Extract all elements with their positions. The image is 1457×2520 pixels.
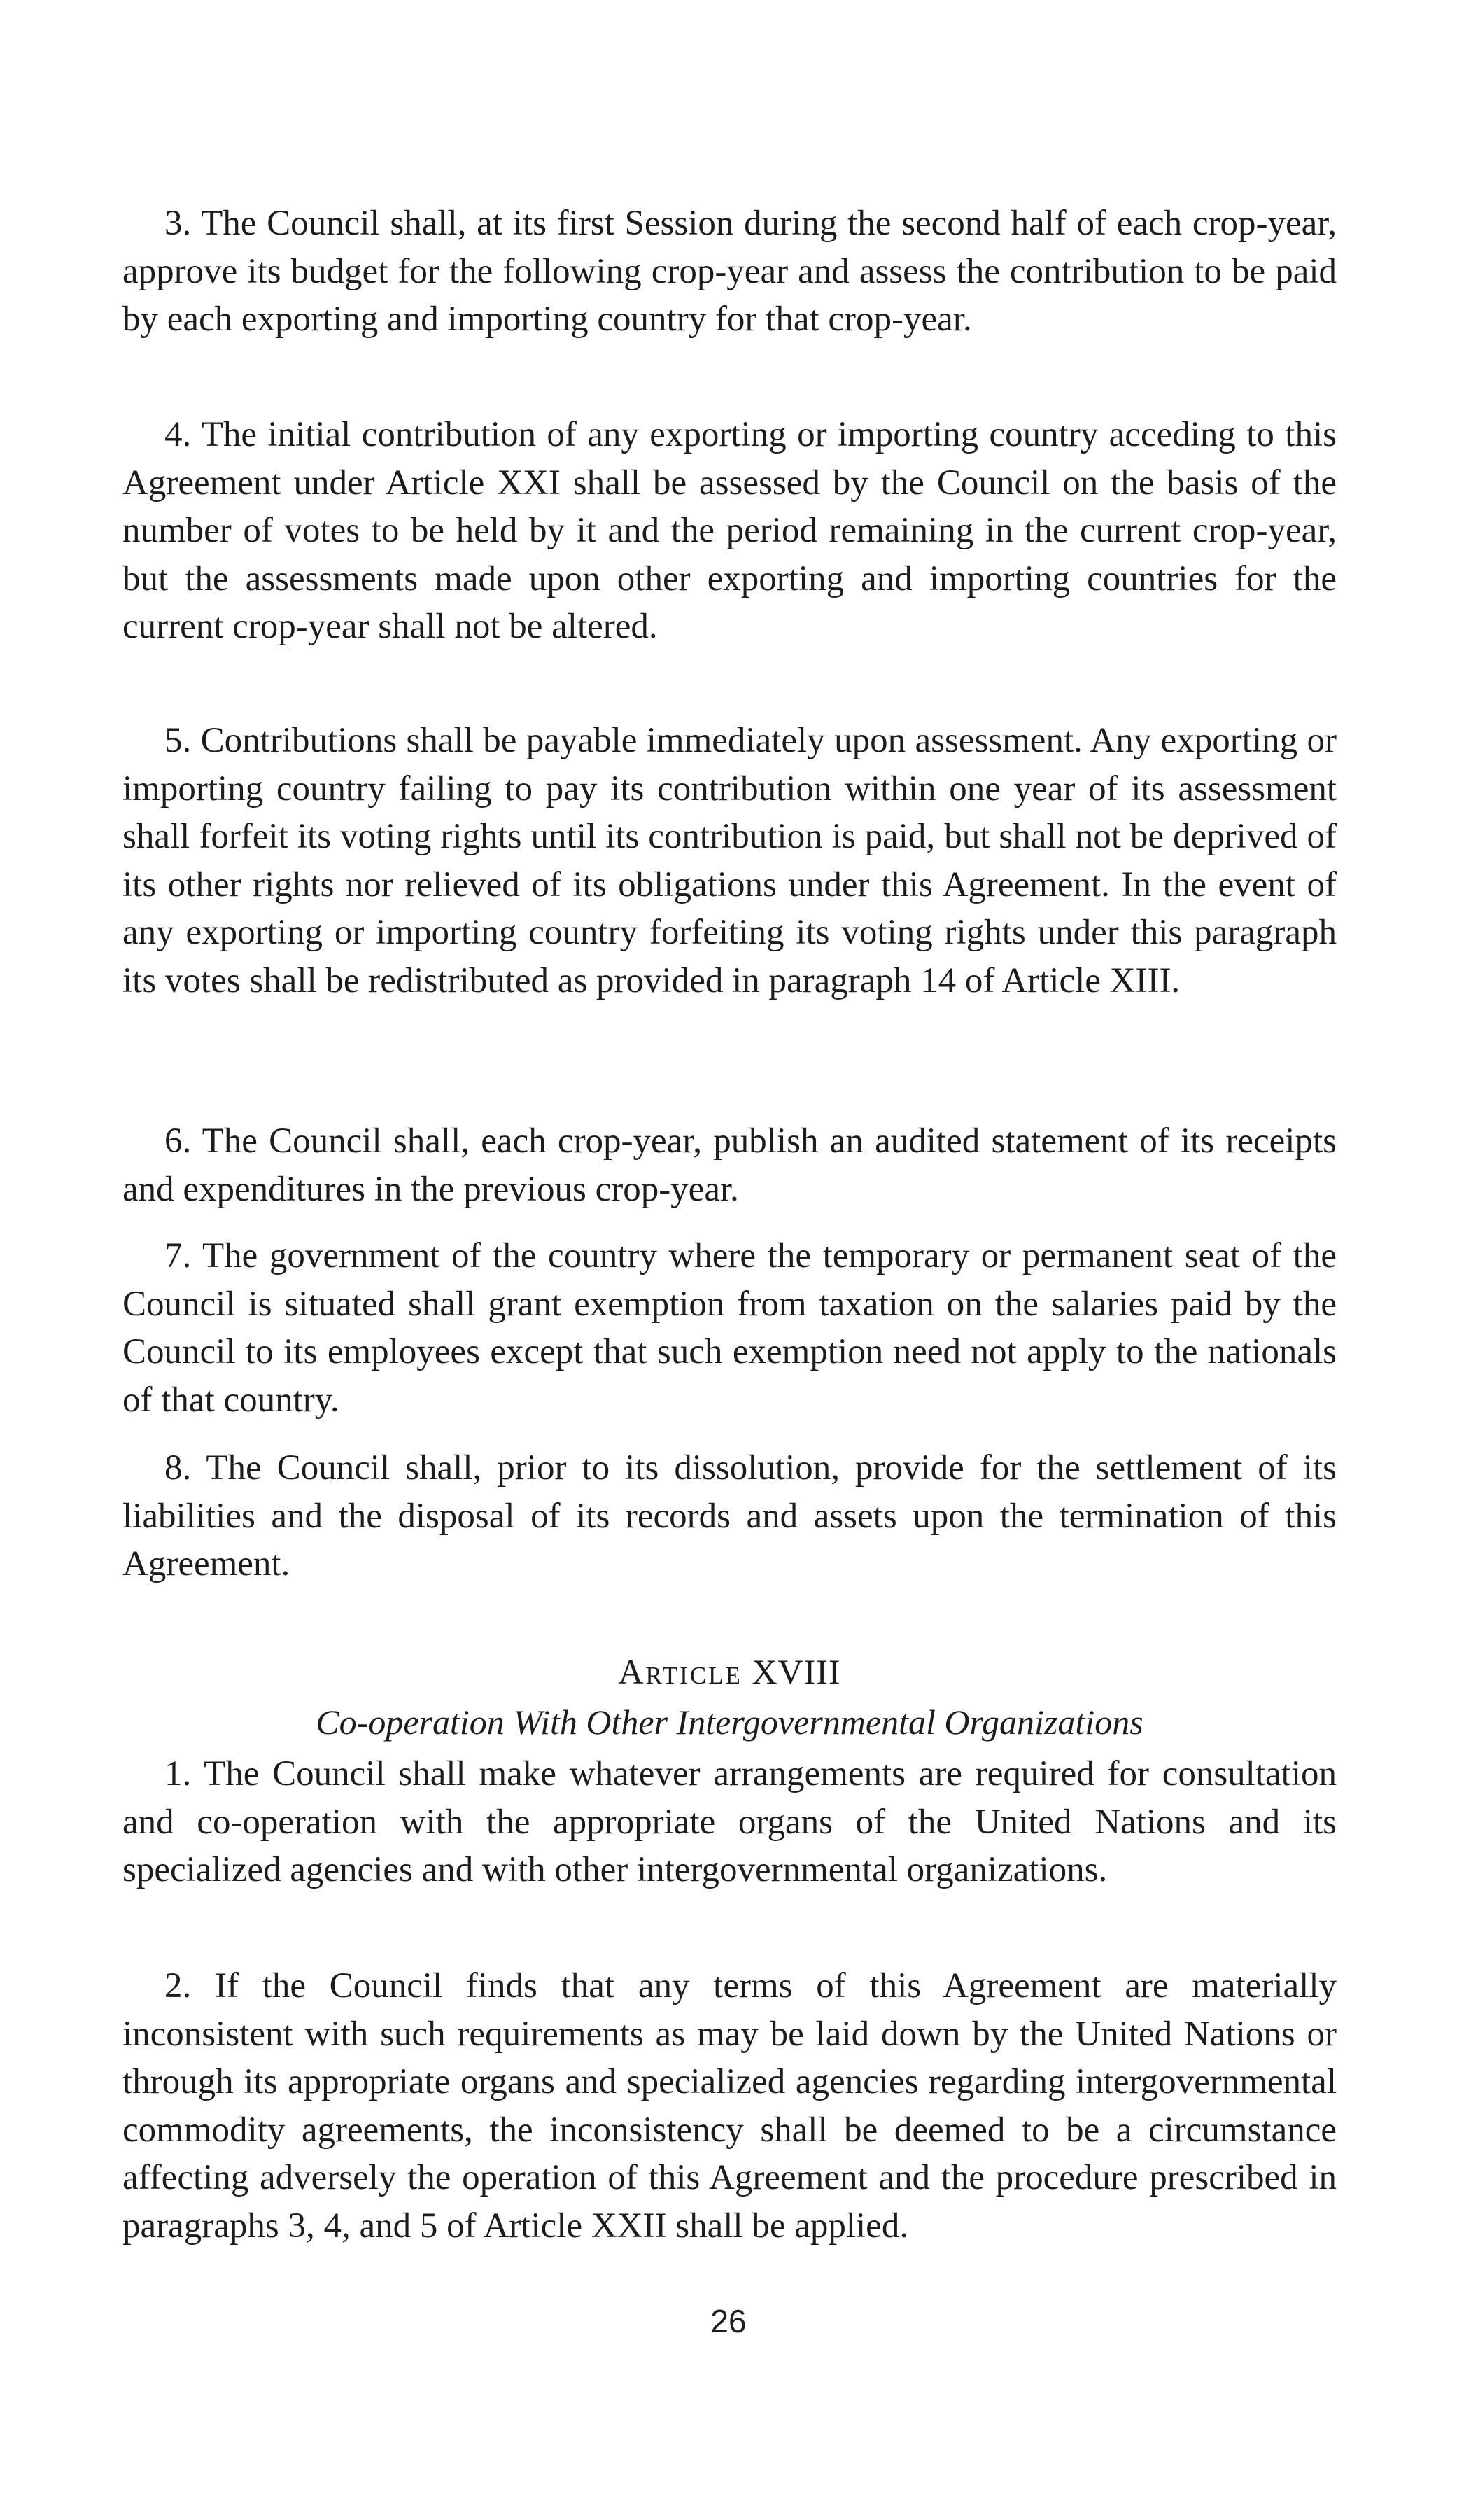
paragraph-3: 3. The Council shall, at its first Session during the second half of each crop-year, approve its budget for the following crop-year and assess the contribution to be paid by each exporting and importing country for that crop-year. <box>122 204 1337 339</box>
paragraph-7: 7. The government of the country where the temporary or permanent seat of the Council is situated shall grant exemption from taxation on the salaries paid by the Council to its employees except that such exemption need not apply to the nationals of that country. <box>122 1236 1337 1420</box>
paragraph-8: 8. The Council shall, prior to its dissolution, provide for the settlement of its liabilities and the disposal of its records and assets upon the termination of this Agreement. <box>122 1448 1337 1583</box>
article-title: Co-operation With Other Intergovernmental Organizations <box>316 1702 1143 1742</box>
paragraph-4: 4. The initial contribution of any exporting or importing country acceding to this Agreement under Article XXI shall be assessed by the Council on the basis of the number of votes to be held by it and the period remaining in the current crop-year, but the assessments made upon other exporting and importing countries for the current crop-year shall not be altered. <box>122 415 1337 646</box>
paragraph-6: 6. The Council shall, each crop-year, publish an audited statement of its receipts and expenditures in the previous crop-year. <box>122 1121 1337 1209</box>
article-paragraph-1: 1. The Council shall make whatever arrangements are required for consultation and co-operation with the appropriate organs of the United Nations and its specialized agencies and with other intergovernmental organizations. <box>122 1754 1337 1889</box>
article-label: Article <box>618 1652 742 1691</box>
article-number: XVIII <box>752 1652 841 1691</box>
paragraph-5: 5. Contributions shall be payable immediately upon assessment. Any exporting or importing country failing to pay its contribution within one year of its assessment shall forfeit its voting rights until its contribution is paid, but shall not be deprived of its other rights nor relieved of its obligations under this Agreement. In the event of any exporting or importing country forfeiting its voting rights under this paragraph its votes shall be redistributed as provided in paragraph 14 of Article XIII. <box>122 721 1337 1000</box>
article-paragraph-2: 2. If the Council finds that any terms of this Agreement are materially inconsistent with such requirements as may be laid down by the United Nations or through its appropriate organs and specialized agencies regarding intergovernmental commodity agreements, the inconsistency shall be deemed to be a circumstance affecting adversely the operation of this Agreement and the procedure prescribed in paragraphs 3, 4, and 5 of Article XXII shall be applied. <box>122 1966 1337 2246</box>
page-number: 26 <box>710 2303 747 2339</box>
article-heading <box>122 1651 1337 1693</box>
